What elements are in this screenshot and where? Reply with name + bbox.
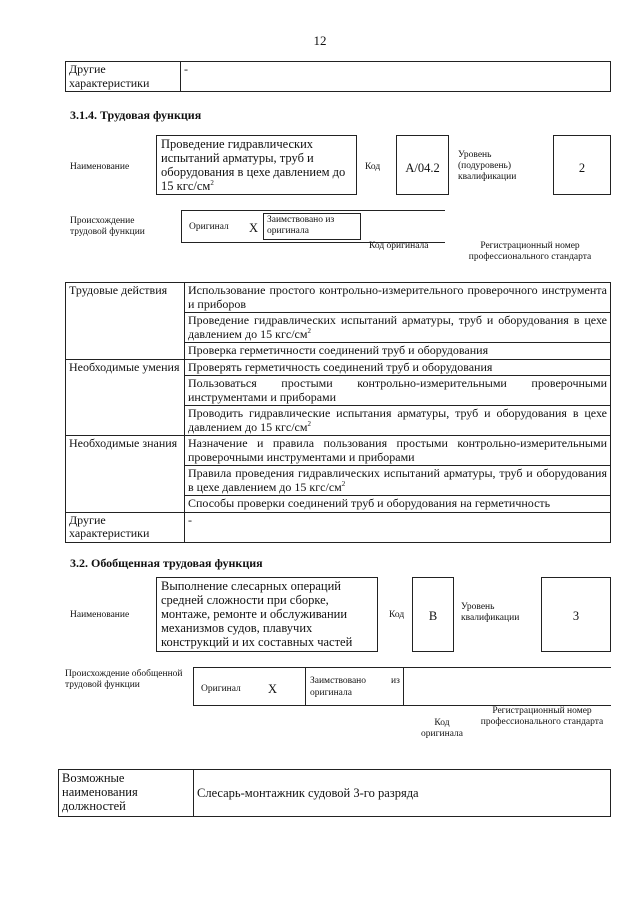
other-characteristics-value: - [181,62,611,92]
otf-level-value: 3 [541,577,611,652]
positions-table [58,769,611,817]
tf-original-mark: X [249,221,259,235]
otf-origin-frame [193,667,611,706]
positions-value: Слесарь-монтажник судовой 3-го разряда [194,770,611,817]
tf-name-sup: 2 [210,178,214,187]
otf-original-label: Оригинал [201,684,241,694]
skill-item: Проверять герметичность соединений труб и оборудования [185,359,611,376]
tf-name-box [156,135,357,195]
tf-borrowed-label: Заимствовано из оригинала [263,213,361,240]
top-other-table [65,61,611,92]
actions-label: Трудовые действия [66,283,185,360]
otf-original-mark: X [268,682,278,696]
other-characteristics-label: Другие характеристики [66,62,181,92]
otf-code-original: Код оригинала [421,718,463,739]
action-item: Проведение гидравлических испытаний арматуры, труб и оборудования в цехе давлением до 15 кгс/$см^2$ [185,313,611,343]
tf-other-label: Другие характеристики [66,512,185,542]
skill-item: Пользоваться простыми контрольно-измерительными проверочными инструментами и приборами [185,376,611,406]
otf-code-value: В [412,577,454,652]
knowledge-item: Способы проверки соединений труб и оборудования на герметичность [185,496,611,513]
tf-name-value: Проведение гидравлических испытаний арматуры, труб и оборудования в цехе давлением до 15 кгс/см [161,137,346,193]
otf-heading: 3.2. Обобщенная трудовая функция [70,556,263,570]
page-number: 12 [313,33,327,48]
tf-code-label: Код [365,162,381,172]
otf-borrowed-a: Заимствовано [310,676,367,686]
tf-original-label: Оригинал [189,222,229,232]
otf-origin-divider [305,667,306,706]
knowledge-item: Назначение и правила пользования простыми контрольно-измерительными проверочными инструментами и приборами [185,436,611,466]
skill-item: Проводить гидравлические испытания арматуры, труб и оборудования в цехе давлением до 15 кгс/$см^2$ [185,406,611,436]
tf-reg-number: Регистрационный номер профессионального стандарта [468,241,592,262]
otf-name-label: Наименование [70,610,130,620]
knowledge-label: Необходимые знания [66,436,185,513]
tf-heading: 3.1.4. Трудовая функция [70,108,202,122]
otf-reg-number: Регистрационный номер профессионального стандарта [480,706,604,727]
otf-borrowed-b: из [391,676,400,686]
otf-code-label: Код [389,610,405,620]
tf-other-value: - [185,512,611,542]
otf-level-label: Уровень квалификации [461,602,520,623]
otf-borrowed-c: оригинала [310,688,352,698]
tf-level-label: Уровень (подуровень) квалификации [458,150,517,182]
knowledge-item: Правила проведения гидравлических испытаний арматуры, труб и оборудования в цехе давлением до 15 кгс/$см^2$ [185,466,611,496]
tf-code-value: А/04.2 [396,135,449,195]
action-item: Использование простого контрольно-измерительного проверочного инструмента и приборов [185,283,611,313]
skills-label: Необходимые умения [66,359,185,436]
tf-detail-table [65,282,611,543]
otf-origin-label: Происхождение обобщенной трудовой функции [65,669,183,690]
tf-code-original: Код оригинала [369,241,429,251]
tf-origin-label: Происхождение трудовой функции [70,216,145,237]
otf-origin-divider [403,667,404,706]
tf-level-value: 2 [553,135,611,195]
otf-name-value: Выполнение слесарных операций средней сложности при сборке, монтаже, ремонте и обслуживании механизмов судов, плавучих конструкций и их составных частей [156,577,378,652]
tf-name-label: Наименование [70,162,130,172]
positions-label: Возможные наименования должностей [59,770,194,817]
action-item: Проверка герметичности соединений труб и оборудования [185,343,611,360]
